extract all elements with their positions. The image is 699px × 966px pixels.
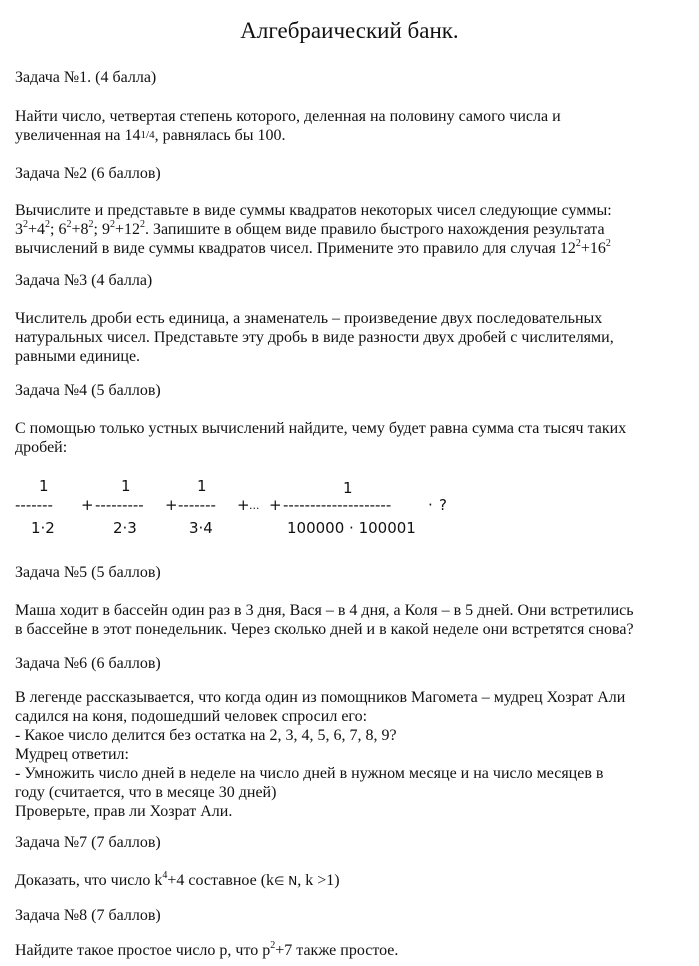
task3-text	[15, 309, 690, 366]
task8-text: Найдите такое простое число р, что $р^2+7$ также простое.	[15, 940, 399, 959]
task6-heading: Задача №6 (6 баллов)	[15, 655, 161, 672]
task6-line7: Проверьте, прав ли Хозрат Али.	[15, 803, 233, 820]
task3-line1: Числитель дроби есть единица, а знаменатель – произведение двух последовательных	[15, 310, 603, 327]
task6-line6: году (считается, что в месяце 30 дней)	[15, 784, 277, 801]
plus-sign-3: +	[237, 496, 250, 514]
element-of-naturals: ∈ N	[274, 874, 298, 888]
fraction-one-quarter: 1/4	[140, 129, 155, 141]
task5-line1: Маша ходит в бассейн один раз в 3 дня, Вася – в 4 дня, а Коля – в 5 дней. Они встретились	[15, 602, 634, 619]
plus-sign-4: +	[269, 496, 282, 514]
dot-separator: ·	[428, 496, 433, 514]
numerator-3: 1	[197, 477, 207, 495]
fraction-bar-4: --------------------	[283, 496, 392, 514]
task2-heading: Задача №2 (6 баллов)	[15, 165, 161, 182]
task1-text	[15, 107, 690, 145]
numerator-4: 1	[343, 479, 353, 497]
task1-heading: Задача №1. (4 балла)	[15, 69, 157, 86]
task6-line4: Мудрец ответил:	[15, 746, 129, 763]
fraction-bar-1: -------	[15, 496, 53, 514]
task1-line1: Найти число, четвертая степень которого, деленная на половину самого числа и	[15, 108, 561, 125]
task3-line2: натуральных чисел. Представьте эту дробь в виде разности двух дробей с числителями,	[15, 329, 614, 346]
task4-heading: Задача №4 (5 баллов)	[15, 382, 161, 399]
page-title: Алгебраический банк.	[240, 18, 459, 43]
task4-line2: дробей:	[15, 439, 68, 456]
task5-line2: в бассейне в этот понедельник. Через сколько дней и в какой неделе они встретятся снова?	[15, 621, 634, 638]
task6-line5: - Умножить число дней в неделе на число дней в нужном месяце и на число месяцев в	[15, 765, 604, 782]
question-mark: ?	[439, 496, 447, 514]
numerator-1: 1	[39, 477, 49, 495]
task6-text	[15, 688, 690, 821]
task6-line3: - Какое число делится без остатка на 2, 3, 4, 5, 6, 7, 8, 9?	[15, 727, 397, 744]
task4-text	[15, 419, 690, 457]
fraction-bar-2: ---------	[95, 496, 144, 514]
task8-heading: Задача №8 (7 баллов)	[15, 907, 161, 924]
task7-heading: Задача №7 (7 баллов)	[15, 834, 161, 851]
task1-line2: увеличенная на 141/4, равнялась бы 100.	[15, 127, 286, 144]
task3-heading: Задача №3 (4 балла)	[15, 272, 153, 289]
ellipsis: ...	[249, 499, 260, 512]
task6-line2: садился на коня, подошедший человек спросил его:	[15, 708, 368, 725]
task4-line1: С помощью только устных вычислений найдите, чему будет равна сумма ста тысяч таких	[15, 420, 627, 437]
denominator-2: 2·3	[113, 519, 137, 537]
task2-text	[15, 201, 690, 258]
task7-text: Доказать, что число $k^4+4$ составное (k∈ N, k >1)	[15, 870, 340, 889]
task5-heading: Задача №5 (5 баллов)	[15, 564, 161, 581]
denominator-1: 1·2	[31, 519, 55, 537]
plus-sign-1: +	[81, 496, 94, 514]
denominator-4: 100000 · 100001	[287, 519, 416, 537]
task6-line1: В легенде рассказывается, что когда один из помощников Магомета – мудрец Хозрат Али	[15, 689, 626, 706]
task2-line1: Вычислите и представьте в виде суммы квадратов некоторых чисел следующие суммы:	[15, 202, 612, 219]
task3-line3: равными единице.	[15, 348, 141, 365]
fraction-sum-expression	[15, 475, 475, 545]
fraction-bar-3: -------	[178, 496, 216, 514]
task2-line3: вычислений в виде суммы квадратов чисел. Примените это правило для случая $12^2+16^2$	[15, 238, 611, 257]
task5-text	[15, 601, 690, 639]
numerator-2: 1	[121, 477, 131, 495]
denominator-3: 3·4	[189, 519, 213, 537]
task2-line2: $3^2+4^2$; $6^2+8^2$; $9^2+12^2$. Запишите в общем виде правило быстрого нахождения результата	[15, 219, 605, 238]
plus-sign-2: +	[165, 496, 178, 514]
